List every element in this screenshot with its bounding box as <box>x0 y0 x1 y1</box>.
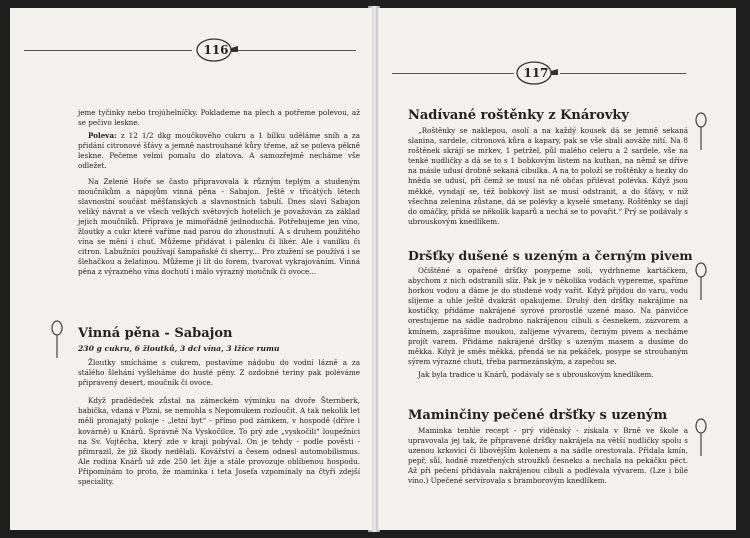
recipe-heading: Vinná pěna - Sabajon <box>78 326 233 341</box>
header-rule <box>560 73 686 74</box>
recipe-heading: Dršťky dušené s uzeným a černým pivem <box>408 248 693 263</box>
text-block-top <box>78 108 360 281</box>
paragraph: Na Zelené Hoře se často připravovala k různým teplým a studeným moučníkům a nápojům vinná pěna - Sabajon. Ještě v třicátých létech slavnostní součást měšťanských a slavnostních tabulí. Dnes slaví Sabajon veliký návrat a ve všech velkých světových hotelích je považován za základ jejich moučníků. Příprava je mimořádně jednoduchá. Potřebujeme jen víno, žloutky a cukr které vaříme nad parou do zhoustnutí. A s druhem použitého vína se mění i chuť. Můžeme přidávat i pálenku či likér. Ale i vanilku či citron. Labužníci používají šampaňské či sherry... Pro ztužení se používá i se šlehačkou a želatinou. Můžeme ji lít do forem, tvarovat vykrajováním. Vinná pěna z výrazného vína dochutí i málo výrazný moučník či ovoce... <box>78 176 360 277</box>
header-rule <box>24 50 192 51</box>
header-rule <box>392 73 514 74</box>
paragraph: Jak byla tradice u Knárů, podávaly se s ubrouskovým knedlíkem. <box>418 369 654 379</box>
page-number: 116 <box>203 43 229 57</box>
paragraph: jeme tyčinky nebo trojúhelníčky. Poklademe na plech a potřeme polevou, až se pečivo leskne. <box>78 108 360 128</box>
ingredients-line: 230 g cukru, 6 žloutků, 3 dcl vína, 3 lžíce rumu <box>78 344 280 353</box>
page-number-badge <box>514 59 558 87</box>
text-block-bottom <box>78 358 360 490</box>
paragraph-text: z 12 1/2 dkg moučkového cukru a 1 bílku uděláme sníh a za přidání citronové šťávy a jemně nastrouhané kůry třeme, až se poleva pěkně leskne. Pečeme velmi pomalu do zlatova. A samozřejmě necháme vše odležet. <box>78 131 360 171</box>
header-rule <box>236 50 356 51</box>
left-page <box>10 8 372 530</box>
spoon-icon <box>50 320 64 360</box>
recipe-heading: Nadívané roštěnky z Knárovky <box>408 108 629 123</box>
right-page <box>378 8 736 530</box>
paragraph <box>78 131 360 171</box>
page-number: 117 <box>523 66 549 80</box>
recipe-heading: Maminčiny pečené dršťky s uzeným <box>408 408 668 423</box>
spoon-icon <box>694 112 708 152</box>
text-block <box>408 426 688 490</box>
page-number-badge <box>194 36 238 64</box>
paragraph: Když pradědeček zůstal na zámeckém výminku na dvoře Šternberk, babička, vdaná v Plzni, se nemohla s Nepomukem rozloučit. A tak nekolik let měli pronajatý pokoje - „letní byt“ - přímo pod zámkem, v hospodě (dříve i kovárně) u Knárů. Správně Na Vyskočilce. To prý zde „vyskočili“ loupežníci na Sv. Vojtěcha, který zde v kraji pobýval. On je tehdy - podle pověsti - přimrazil, že již škody nedělali. Kovářství a česem odnesl automobilismus. Ale rodina Knárů už zde 250 let žije a stále provozuje oblíbenou hospodu. Připomínám to proto, že maminka i teta Josefa vzpomínaly na čtyři zdejší speciality. <box>78 396 360 487</box>
text-block <box>408 126 688 230</box>
paragraph: „Roštěnky se naklepou, osolí a na každý kousek dá se jemně sekaná slanina, sardele, citronová kůra a kapary, pak se vše sbalí aováže nití. Na 8 roštěnek skrájí se mrkev, 1 petržel, půl malého celeru a 2 sardele, vše na tenké nudličky a dá se to s 1 bobkovým listem na kuthan, na němž se dříve na másle udusí drobně sekaná cibulka. A na to položí se roštěnky a hezky do hněda se udusí, při čemž se musí na ně občas přilévat polévka. Když jsou měkké, vyndají se, též bobkový list se musí odstranit, a do šťávy, v níž všechna zelenina zůstane, dá se polévky a kyselé smetany. Roštěnky se dají do omáčky, přidá se několik kaparů a nechá se to povařit.“ Prý se podávaly s ubrouskovým knedlíkem. <box>408 126 688 226</box>
spoon-icon <box>694 418 708 458</box>
paragraph: Maminka tenhle recept - prý viděnský - získala v Brně ve škole a upravovala jej tak, že připravené dršťky nakrájela na větší nudličky spolu s uzenou krkovicí či libovějším kolenem a na sádle orestovala. Přidala kmín, pepř, sůl, hodně rozetřených stroužků česneku a nechala na pekáčku péct. Až při pečení přidávala nakrájenou cibuli a podlévala vývarem. (Lze i bílé víno.) Upečené servírovala s bramborovým knedlíkem. <box>408 426 688 486</box>
spoon-icon <box>694 262 708 302</box>
paragraph: Žloutky smícháme s cukrem, postavíme nádobu do vodní lázně a za stálého šlehání vyšleháme do husté pěny. Z ozdobné teriny pak poléváme připravený desert, moučník či ovoce. <box>78 358 360 388</box>
text-block <box>408 266 688 383</box>
paragraph: Očištěné a opařené dršťky posypeme solí, vydrhneme kartáčkem, abychom z nich odstranili slíz. Pak je v několika vodách vypereme, spaříme horkou vodou a dáme je do studené vody vařit. Když přijdou do varu, vodu slijeme a uhle ještě dvakrát opakujeme. Druhý den dršťky nakrájíme na kostičky, přidáme nakrájené syrové prorostlé uzené maso. Na pánvičce orestujeme na sádle nadrobno nakrájenou cibuli s česnekem, zázvorem a kmínem, zaprášíme moukou, zalijeme vývarem, černým pivem a necháme projít varem. Přidáme nakrájené dršťky s uzeným masem a dusíme do měkka. Když je směs měkká, přendá se na pekáček, posype se strouhaným sýrem výrazné chuti, třeba parmezánským, a zapečou se. <box>408 266 688 366</box>
term-label: Poleva: <box>88 131 117 141</box>
